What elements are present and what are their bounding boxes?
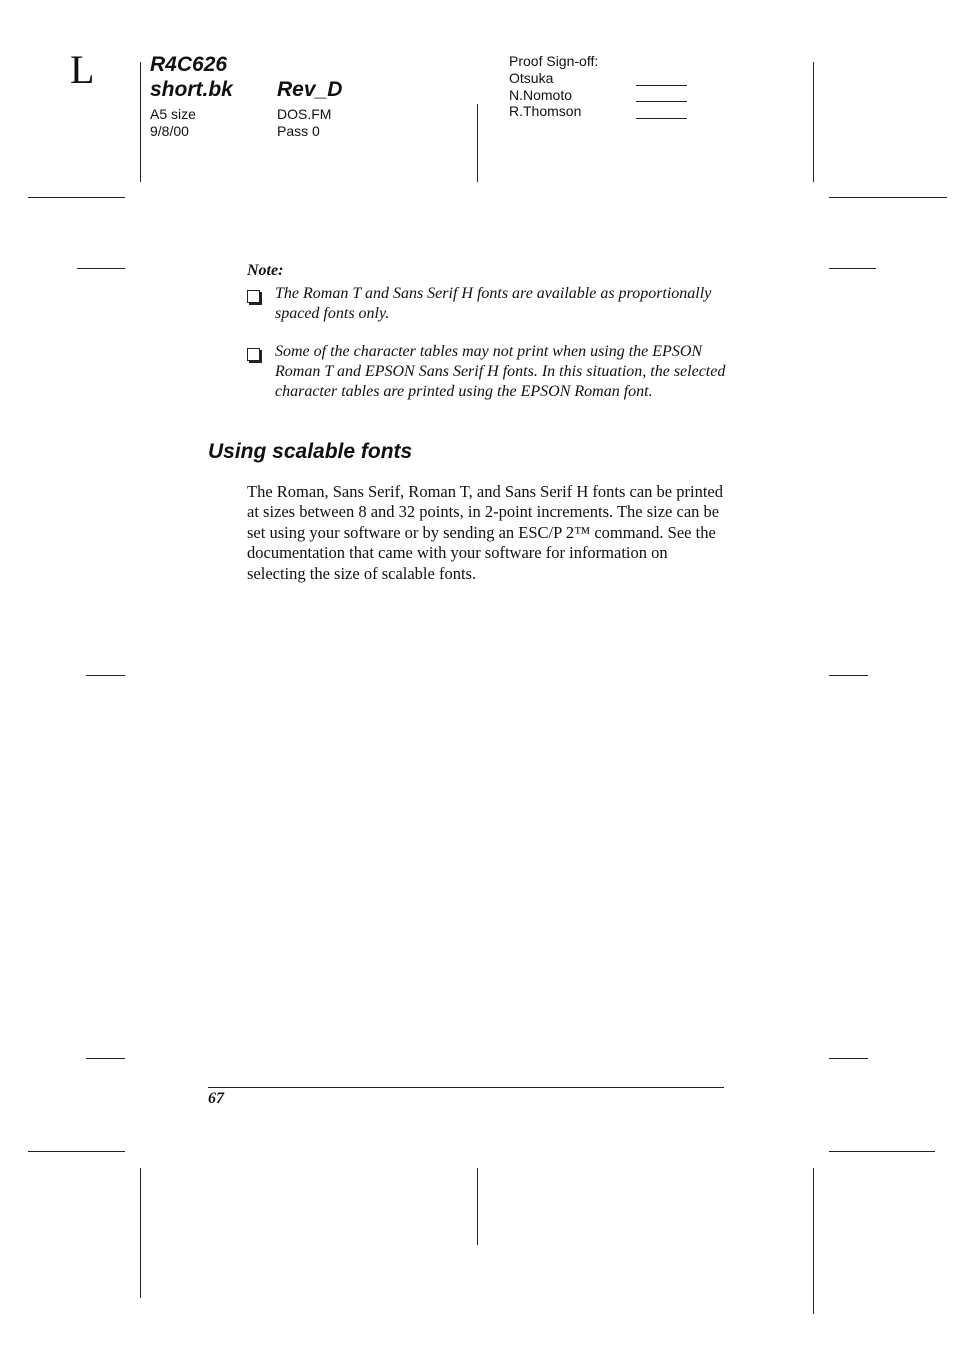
crop-mark — [829, 675, 868, 676]
crop-mark — [829, 268, 876, 269]
note-item: Some of the character tables may not print when using the EPSON Roman T and EPSON Sans Serif H fonts. In this situation, the selected character tables are printed using the EPSON Roman font. — [275, 343, 726, 400]
signoff-line — [636, 118, 687, 119]
signoff-name: N.Nomoto — [509, 87, 573, 103]
checkbox-bullet-icon — [247, 286, 263, 302]
signoff-name: R.Thomson — [509, 103, 582, 119]
signoff-line — [636, 85, 687, 86]
crop-mark — [477, 1168, 478, 1245]
header-rule-middle — [477, 104, 478, 182]
footer-rule — [208, 1087, 724, 1088]
crop-mark — [28, 1151, 125, 1152]
header-rule-right — [813, 62, 814, 182]
crop-mark — [829, 1058, 868, 1059]
crop-mark — [28, 197, 125, 198]
doc-code: R4C626 — [150, 53, 228, 76]
checkbox-bullet-icon — [247, 344, 263, 360]
pass: Pass 0 — [277, 123, 320, 139]
crop-mark — [813, 1168, 814, 1314]
crop-mark — [77, 268, 125, 269]
header-rule-left — [140, 62, 141, 182]
revision: Rev_D — [277, 78, 343, 101]
page-size: A5 size — [150, 106, 196, 122]
date: 9/8/00 — [150, 123, 189, 139]
crop-mark — [829, 1151, 935, 1152]
note-item: The Roman T and Sans Serif H fonts are available as proportionally spaced fonts only. — [275, 285, 712, 322]
file-name: DOS.FM — [277, 106, 332, 122]
crop-mark — [140, 1168, 141, 1298]
crop-mark — [86, 1058, 125, 1059]
doc-file: short.bk — [150, 78, 233, 101]
crop-mark — [86, 675, 125, 676]
signoff-name: Otsuka — [509, 70, 554, 86]
corner-letter: L — [70, 47, 95, 92]
proof-title: Proof Sign-off: — [509, 53, 599, 69]
note-label: Note: — [247, 262, 284, 279]
section-body: The Roman, Sans Serif, Roman T, and Sans Serif H fonts can be printed at sizes between 8 and 32 points, in 2-point increments. The size can be set using your software or by sending an ESC/P 2™ command. See the documentation that came with your software for information on selecting the size of scalable fonts. — [247, 482, 723, 583]
crop-mark — [829, 197, 947, 198]
signoff-line — [636, 101, 687, 102]
section-title: Using scalable fonts — [208, 440, 413, 463]
page-number: 67 — [208, 1090, 224, 1107]
